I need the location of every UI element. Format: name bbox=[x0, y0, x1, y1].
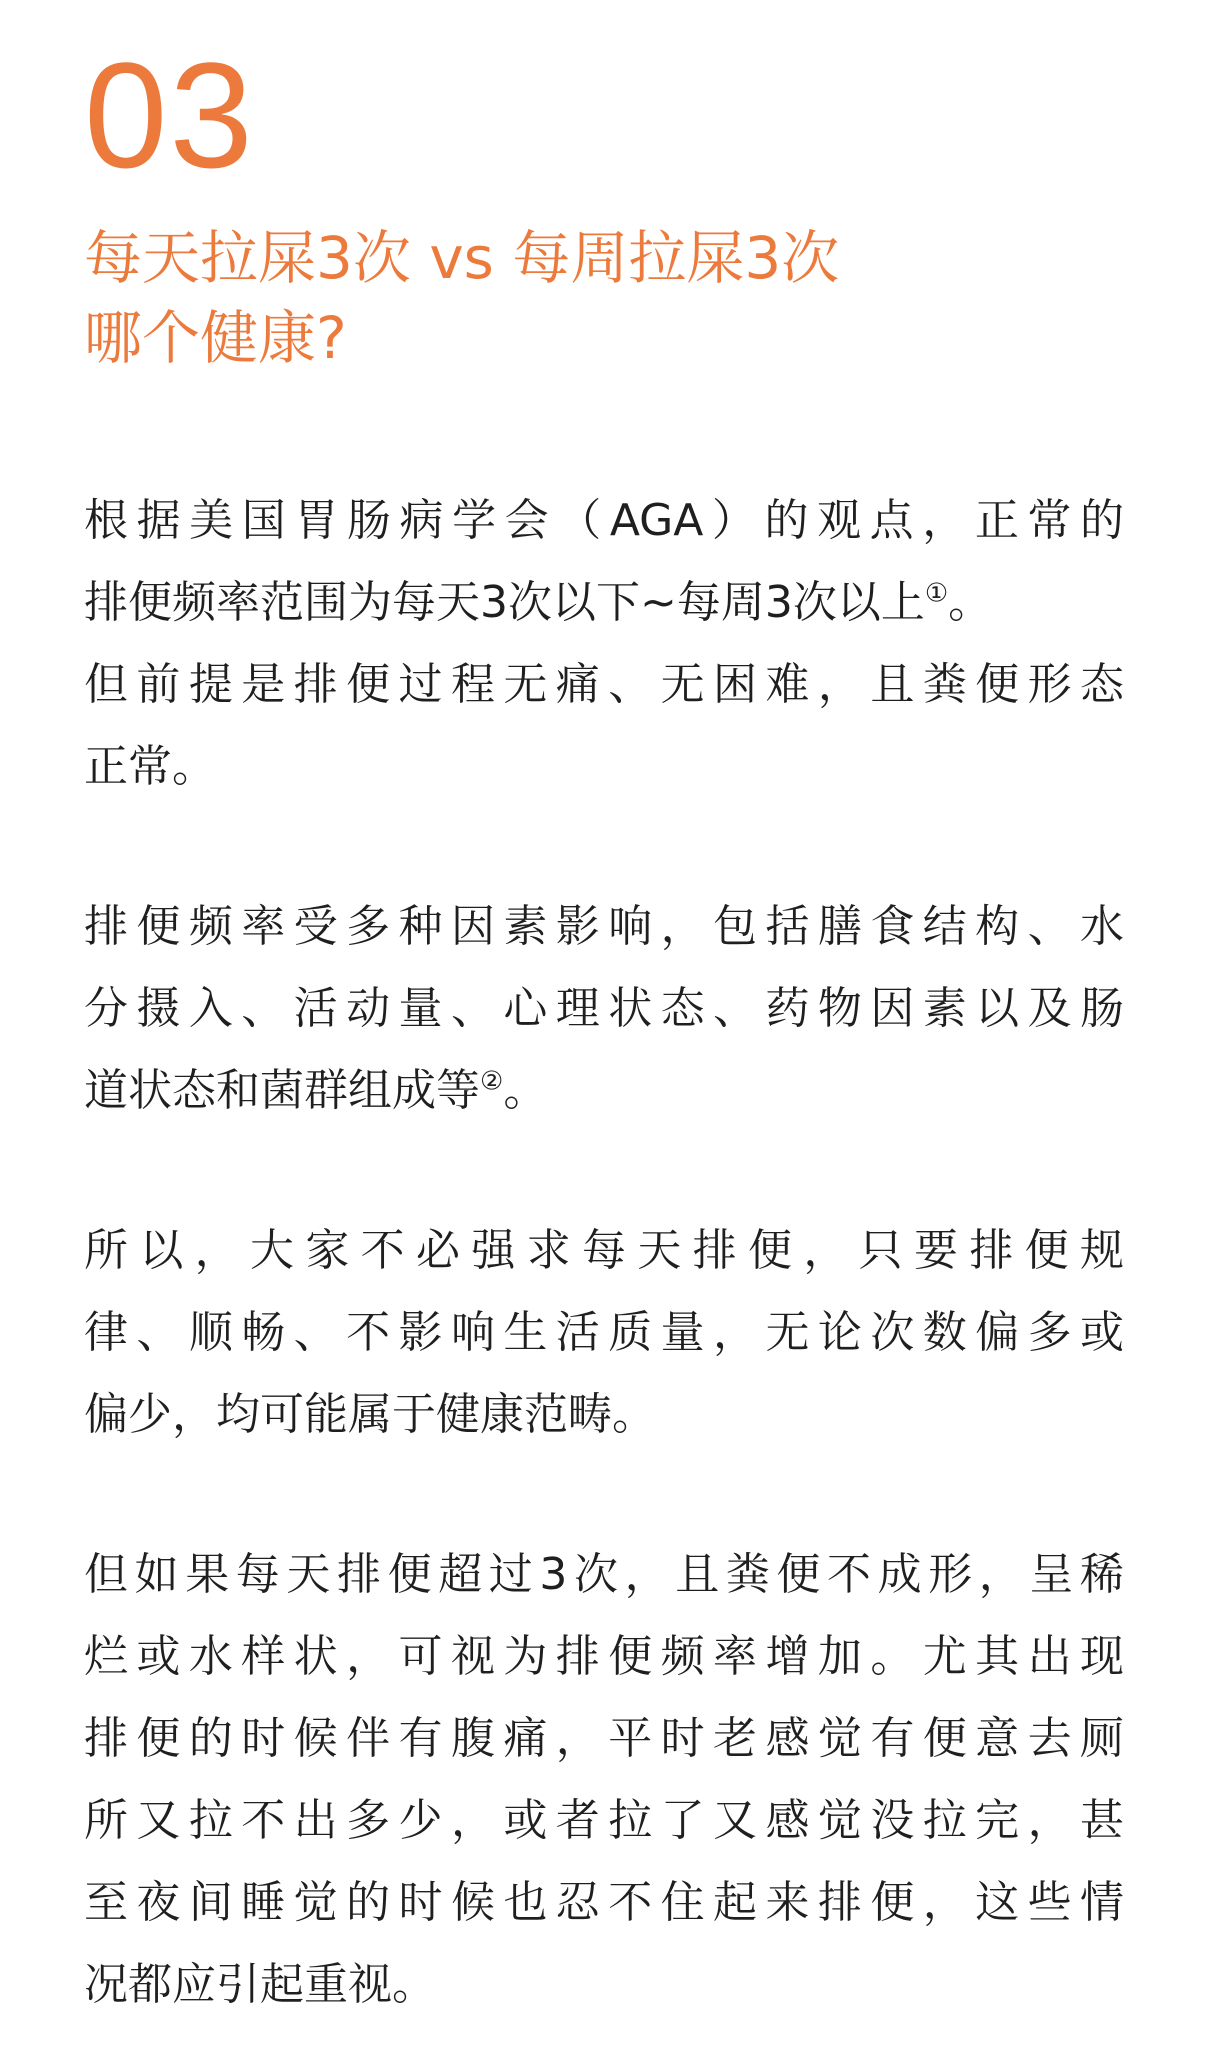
paragraph-line: 至夜间睡觉的时候也忍不住起来排便，这些情 bbox=[84, 1877, 1124, 1928]
section-heading bbox=[84, 218, 1124, 378]
paragraph-line: 偏少，均可能属于健康范畴。 bbox=[84, 1389, 656, 1440]
paragraph-line: 分摄入、活动量、心理状态、药物因素以及肠 bbox=[84, 983, 1124, 1034]
paragraph-no-need-daily bbox=[84, 1210, 1124, 1456]
paragraph-line-text: 排便频率范围为每天3次以下~每周3次以上 bbox=[84, 577, 925, 628]
section-number: 03 bbox=[84, 31, 255, 199]
paragraph-line: 所以，大家不必强求每天排便，只要排便规 bbox=[84, 1225, 1124, 1276]
paragraph-line: 况都应引起重视。 bbox=[84, 1959, 436, 2010]
paragraph-line: 但前提是排便过程无痛、无困难，且粪便形态 bbox=[84, 659, 1124, 710]
paragraph-line: 根据美国胃肠病学会（AGA）的观点，正常的 bbox=[84, 495, 1124, 546]
paragraph-line: 烂或水样状，可视为排便频率增加。尤其出现 bbox=[84, 1631, 1124, 1682]
paragraph-line-end: 。 bbox=[503, 1065, 548, 1116]
footnote-marker: ② bbox=[480, 1066, 504, 1097]
paragraph-warning-signs bbox=[84, 1534, 1124, 2026]
paragraph-line bbox=[84, 562, 1124, 644]
paragraph-line: 排便的时候伴有腹痛，平时老感觉有便意去厕 bbox=[84, 1713, 1124, 1764]
paragraph-aga-frequency bbox=[84, 480, 1124, 808]
paragraph-line: 但如果每天排便超过3次，且粪便不成形，呈稀 bbox=[84, 1549, 1124, 1600]
paragraph-line: 律、顺畅、不影响生活质量，无论次数偏多或 bbox=[84, 1307, 1124, 1358]
heading-line-2: 哪个健康? bbox=[84, 304, 347, 372]
footnote-marker: ① bbox=[924, 578, 949, 609]
paragraph-influencing-factors bbox=[84, 886, 1124, 1132]
paragraph-line: 所又拉不出多少，或者拉了又感觉没拉完，甚 bbox=[84, 1795, 1124, 1846]
paragraph-line: 正常。 bbox=[84, 741, 216, 792]
paragraph-line-text: 道状态和菌群组成等 bbox=[84, 1065, 480, 1116]
paragraph-line-end: 。 bbox=[948, 577, 993, 628]
heading-line-1: 每天拉屎3次 vs 每周拉屎3次 bbox=[84, 224, 840, 292]
paragraph-line: 排便频率受多种因素影响，包括膳食结构、水 bbox=[84, 901, 1124, 952]
paragraph-line bbox=[84, 1050, 1124, 1132]
